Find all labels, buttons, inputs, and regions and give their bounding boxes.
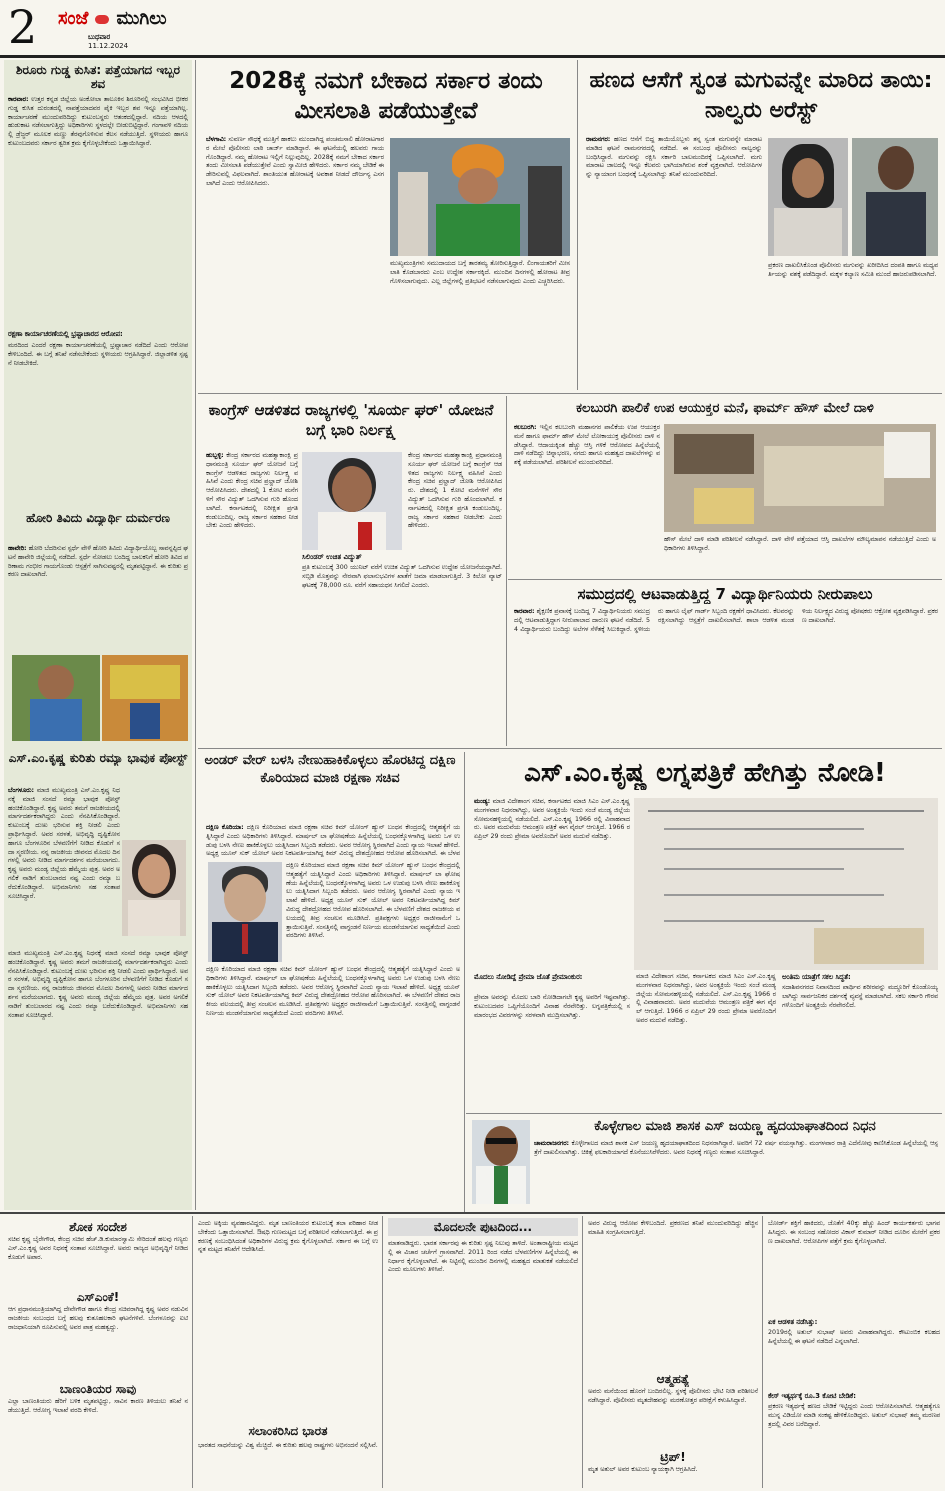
lagna-body3: ಸದಾಶಿವನಗರದ ನಿವಾಸದಿಂದ ಪಾರ್ಥಿವ ಶರೀರವನ್ನು ಮದ್ದೂರಿಗೆ ಕೊಂಡೊಯ್ಯಲಾಗಿದ್ದು ಸಾರ್ವಜನಿಕರ ದರ್ಶನಕ್ಕೆ ವ್ಯವಸ್ಥೆ ಮಾಡಲಾಗಿದೆ. ಸಕಲ ಸರ್ಕಾರಿ ಗೌರವಗಳೊಂದಿಗೆ ಅಂತ್ಯಕ್ರಿಯೆ ನೆರವೇರಲಿದೆ. [782,984,938,1009]
shiroor-body: ಕಾರವಾರ: ಉತ್ತರ ಕನ್ನಡ ಜಿಲ್ಲೆಯ ಅಂಕೋಲಾ ತಾಲೂಕಿನ ಶಿರೂರಿನಲ್ಲಿ ಸಂಭವಿಸಿದ ಭೀಕರ ಗುಡ್ಡ ಕುಸಿತ ದುರಂತದಲ್ಲಿ ನಾಪತ್ತೆಯಾದವರ ಪೈಕಿ ಇಬ್ಬರ ಶವ ಇನ್ನೂ ಪತ್ತೆಯಾಗಿಲ್ಲ. ಕಾರ್ಯಾಚರಣೆ ಮುಂದುವರಿದಿದ್ದು ಕುಟುಂಬಸ್ಥರು ಆತಂಕದಲ್ಲಿದ್ದಾರೆ. ನದಿಯ ಆಳದಲ್ಲಿ ಹುಡುಕಾಟ ನಡೆಸಲಾಗುತ್ತಿದ್ದು ಅಧಿಕಾರಿಗಳು ಸ್ಥಳದಲ್ಲೇ ಬೀಡುಬಿಟ್ಟಿದ್ದಾರೆ. ಗಂಗಾವಳಿ ನದಿಯಲ್ಲಿ ಡ್ರೆಜ್ಜರ್ ಮೂಲಕ ಮಣ್ಣು ತೆರವುಗೊಳಿಸುವ ಕೆಲಸ ನಡೆಯುತ್ತಿದೆ. ಸ್ಥಳೀಯರು ಹಾಗೂ ಕುಟುಂಬದವರು ಸರ್ಕಾರ ತ್ವರಿತ ಕ್ರಮ ಕೈಗೊಳ್ಳಬೇಕೆಂದು ಒತ್ತಾಯಿಸಿದ್ದಾರೆ. [8,96,188,147]
samudra-headline: ಸಮುದ್ರದಲ್ಲಿ ಆಟವಾಡುತ್ತಿದ್ದ 7 ವಿದ್ಯಾರ್ಥಿನಿಯರು ನೀರುಪಾಲು [577,585,873,603]
sarkara-body: ಬೆಳಗಾವಿ: ಸುವರ್ಣ ಸೌಧಕ್ಕೆ ಮುತ್ತಿಗೆ ಹಾಕಲು ಮುಂದಾಗಿದ್ದ ಪಂಚಮಸಾಲಿ ಹೋರಾಟಗಾರರ ಮೇಲೆ ಪೊಲೀಸರು ಲಾಠಿ ಚಾರ್ಜ್ ಮಾಡಿದ್ದಾರೆ. ಈ ಘಟನೆಯಲ್ಲಿ ಹಲವರು ಗಾಯಗೊಂಡಿದ್ದಾರೆ. ನಮ್ಮ ಹೋರಾಟ ಇಲ್ಲಿಗೆ ನಿಲ್ಲುವುದಿಲ್ಲ. 2028ಕ್ಕೆ ನಮಗೆ ಬೇಕಾದ ಸರ್ಕಾರ ತಂದು ಮೀಸಲಾತಿ ಪಡೆಯುತ್ತೇವೆ ಎಂದು ಸ್ವಾಮೀಜಿ ಹೇಳಿದರು. ಸರ್ಕಾರ ನಮ್ಮ ಬೇಡಿಕೆ ಈಡೇರಿಸುವಲ್ಲಿ ವಿಫಲವಾಗಿದೆ. ಶಾಂತಿಯುತ ಹೋರಾಟಕ್ಕೆ ಅವಕಾಶ ನೀಡದೆ ದೌರ್ಜನ್ಯ ಎಸಗಲಾಗಿದೆ ಎಂದು ಆರೋಪಿಸಿದರು. [206,136,384,187]
cont3-body: ಅವರ ವಿರುದ್ಧ ಆರೋಪ ಕೇಳಿಬಂದಿದೆ. ಪ್ರಕರಣದ ತನಿಖೆ ಮುಂದುವರಿದಿದ್ದು ಹೆಚ್ಚಿನ ಮಾಹಿತಿ ಸಂಗ್ರಹಿಸಲಾಗುತ್ತಿದೆ. [588,1220,758,1236]
ramya-body: ಬೆಂಗಳೂರು: ಮಾಜಿ ಮುಖ್ಯಮಂತ್ರಿ ಎಸ್.ಎಂ.ಕೃಷ್ಣ ನಿಧನಕ್ಕೆ ಮಾಜಿ ಸಂಸದೆ ರಮ್ಯಾ ಭಾವುಕ ಪೋಸ್ಟ್ ಹಂಚಿಕೊಂಡಿದ್ದಾರೆ. ಕೃಷ್ಣ ಅವರು ತಮಗೆ ರಾಜಕೀಯದಲ್ಲಿ ಮಾರ್ಗದರ್ಶಕರಾಗಿದ್ದರು ಎಂದು ನೆನಪಿಸಿಕೊಂಡಿದ್ದಾರೆ. ಕುಟುಂಬಕ್ಕೆ ದುಃಖ ಭರಿಸುವ ಶಕ್ತಿ ನೀಡಲಿ ಎಂದು ಪ್ರಾರ್ಥಿಸಿದ್ದಾರೆ. ಅವರ ಸರಳತೆ, ಅಭಿವೃದ್ಧಿ ದೃಷ್ಟಿಕೋನ ಹಾಗೂ ಬೆಂಗಳೂರಿನ ಬೆಳವಣಿಗೆಗೆ ನೀಡಿದ ಕೊಡುಗೆ ಸದಾ ಸ್ಮರಣೀಯ. ನನ್ನ ರಾಜಕೀಯ ಜೀವನದ ಮೊದಲ ದಿನಗಳಲ್ಲಿ ಅವರು ನೀಡಿದ ಮಾರ್ಗದರ್ಶನ ಮರೆಯಲಾಗದು. ಕೃಷ್ಣ ಅವರು ಮಂಡ್ಯ ಜಿಲ್ಲೆಯ ಹೆಮ್ಮೆಯ ಪುತ್ರ. ಅವರ ಅಗಲಿಕೆ ನಾಡಿಗೆ ತುಂಬಲಾರದ ನಷ್ಟ ಎಂದು ರಮ್ಯಾ ಬರೆದುಕೊಂಡಿದ್ದಾರೆ. ಅಭಿಮಾನಿಗಳು ಸಹ ಸಂತಾಪ ಸೂಚಿಸಿದ್ದಾರೆ. [8,787,120,900]
swamiji-photo [390,138,570,256]
accused-woman-photo [768,138,848,256]
cont2-body: ಮಾತನಾಡಿದ್ದರು. ಭಾರತ ಸರ್ಕಾರವು ಈ ಕುರಿತು ಸ್ಪಷ್ಟ ನಿಲುವು ತಾಳಿದೆ. ಅಂತಾರಾಷ್ಟ್ರೀಯ ಮಟ್ಟದಲ್ಲಿ ಈ ವಿಚಾರ ಚರ್ಚೆಗೆ ಗ್ರಾಸವಾಗಿದೆ. 2011 ರಿಂದ ನಡೆದ ಬೆಳವಣಿಗೆಗಳ ಹಿನ್ನೆಲೆಯಲ್ಲಿ ಈ ನಿರ್ಧಾರ ಕೈಗೊಳ್ಳಲಾಗಿದೆ. ಈ ನಿಟ್ಟಿನಲ್ಲಿ ಮುಂದಿನ ದಿನಗಳಲ್ಲಿ ಮಹತ್ವದ ಮಾತುಕತೆ ನಡೆಯಲಿದೆ ಎಂದು ಮೂಲಗಳು ತಿಳಿಸಿವೆ. [388,1240,578,1274]
korea-body-right: ದಕ್ಷಿಣ ಕೊರಿಯಾದ ಮಾಜಿ ರಕ್ಷಣಾ ಸಚಿವ ಕಿಮ್ ಯೋಂಗ್ ಹ್ಯುನ್ ಬಂಧನ ಕೇಂದ್ರದಲ್ಲಿ ಆತ್ಮಹತ್ಯೆಗೆ ಯತ್ನಿಸಿದ್ದಾರೆ ಎಂದು ಅಧಿಕಾರಿಗಳು ತಿಳಿಸಿದ್ದಾರೆ. ಮಾರ್ಷಲ್ ಲಾ ಘೋಷಣೆಯ ಹಿನ್ನೆಲೆಯಲ್ಲಿ ಬಂಧನಕ್ಕೊಳಗಾಗಿದ್ದ ಅವರು ಒಳ ಉಡುಪು ಬಳಸಿ ನೇಣು ಹಾಕಿಕೊಳ್ಳಲು ಯತ್ನಿಸಿದಾಗ ಸಿಬ್ಬಂದಿ ತಡೆದರು. ಅವರ ಆರೋಗ್ಯ ಸ್ಥಿರವಾಗಿದೆ ಎಂದು ನ್ಯಾಯ ಇಲಾಖೆ ಹೇಳಿದೆ. ಅಧ್ಯಕ್ಷ ಯೂನ್ ಸುಕ್ ಯೋಲ್ ಅವರ ನಿಕಟವರ್ತಿಯಾಗಿದ್ದ ಕಿಮ್ ವಿರುದ್ಧ ದೇಶದ್ರೋಹದ ಆರೋಪ ಹೊರಿಸಲಾಗಿದೆ. ಈ ಬೆಳವಣಿಗೆ ದೇಶದ ರಾಜಕೀಯ ವಲಯದಲ್ಲಿ ತೀವ್ರ ಸಂಚಲನ ಮೂಡಿಸಿದೆ. ಪ್ರತಿಪಕ್ಷಗಳು ಅಧ್ಯಕ್ಷರ ರಾಜೀನಾಮೆಗೆ ಒತ್ತಾಯಿಸುತ್ತಿವೆ. ಸಂಸತ್ತಿನಲ್ಲಿ ವಾಗ್ದಂಡನೆ ನಿರ್ಣಯ ಮಂಡನೆಯಾಗುವ ಸಾಧ್ಯತೆಯಿದೆ ಎಂದು ವರದಿಗಳು ತಿಳಿಸಿವೆ. [286,862,460,940]
ramya-headline: ಎಸ್.ಎಂ.ಕೃಷ್ಣ ಕುರಿತು ರಮ್ಯಾ ಭಾವುಕ ಪೋಸ್ಟ್ [8,752,188,765]
solar-headline: ಕಾಂಗ್ರೆಸ್ ಆಡಳಿತದ ರಾಜ್ಯಗಳಲ್ಲಿ 'ಸೂರ್ಯ ಘರ್' ಯೋಜನೆ ಬಗ್ಗೆ ಭಾರಿ ನಿರ್ಲಕ್ಷ್ಯ [208,401,494,439]
solar-body2: ಪ್ರತಿ ಕುಟುಂಬಕ್ಕೆ 300 ಯುನಿಟ್ ವರೆಗೆ ಉಚಿತ ವಿದ್ಯುತ್ ಒದಗಿಸುವ ಉದ್ದೇಶ ಯೋಜನೆಯದ್ದಾಗಿದೆ. ಸಬ್ಸಿಡಿ ಮೊತ್ತವನ್ನು ನೇರವಾಗಿ ಫಲಾನುಭವಿಗಳ ಖಾತೆಗೆ ಜಮಾ ಮಾಡಲಾಗುತ್ತಿದೆ. 3 ಕಿಲೋ ವ್ಯಾಟ್ ಘಟಕಕ್ಕೆ 78,000 ರೂ. ವರೆಗೆ ಸಹಾಯಧನ ಸಿಗಲಿದೆ ಎಂದರು. [302,564,502,589]
maternal-deaths-heading: ಬಾಣಂತಿಯರ ಸಾವು [59,1382,137,1396]
column-rule [382,1216,383,1488]
jayanna-headline: ಕೊಳ್ಳೇಗಾಲ ಮಾಜಿ ಶಾಸಕ ಎಸ್ ಜಯಣ್ಣ ಹೃದಯಾಘಾತದಿಂದ ನಿಧನ [594,1119,876,1134]
suicide-heading: ಆತ್ಮಹತ್ಯೆ [656,1372,690,1386]
column-rule [192,1216,193,1488]
minister-photo [302,452,402,550]
column-rule [464,752,465,1212]
column-rule [762,1216,763,1488]
masthead-rule [0,55,945,58]
korea-minister-photo [208,862,282,962]
section-rule [198,393,942,394]
korea-body-top: ದಕ್ಷಿಣ ಕೊರಿಯಾ: ದಕ್ಷಿಣ ಕೊರಿಯಾದ ಮಾಜಿ ರಕ್ಷಣಾ ಸಚಿವ ಕಿಮ್ ಯೋಂಗ್ ಹ್ಯುನ್ ಬಂಧನ ಕೇಂದ್ರದಲ್ಲಿ ಆತ್ಮಹತ್ಯೆಗೆ ಯತ್ನಿಸಿದ್ದಾರೆ ಎಂದು ಅಧಿಕಾರಿಗಳು ತಿಳಿಸಿದ್ದಾರೆ. ಮಾರ್ಷಲ್ ಲಾ ಘೋಷಣೆಯ ಹಿನ್ನೆಲೆಯಲ್ಲಿ ಬಂಧನಕ್ಕೊಳಗಾಗಿದ್ದ ಅವರು ಒಳ ಉಡುಪು ಬಳಸಿ ನೇಣು ಹಾಕಿಕೊಳ್ಳಲು ಯತ್ನಿಸಿದಾಗ ಸಿಬ್ಬಂದಿ ತಡೆದರು. ಅವರ ಆರೋಗ್ಯ ಸ್ಥಿರವಾಗಿದೆ ಎಂದು ನ್ಯಾಯ ಇಲಾಖೆ ಹೇಳಿದೆ. ಅಧ್ಯಕ್ಷ ಯೂನ್ ಸುಕ್ ಯೋಲ್ ಅವರ ನಿಕಟವರ್ತಿಯಾಗಿದ್ದ ಕಿಮ್ ವಿರುದ್ಧ ದೇಶದ್ರೋಹದ ಆರೋಪ ಹೊರಿಸಲಾಗಿದೆ. ಈ ಬೆಳವ [206,824,460,858]
condolence-heading: ಶೋಕ ಸಂದೇಶ [69,1220,127,1234]
section-rule [198,748,942,749]
issue-day: ಬುಧವಾರ [88,33,111,41]
wedding-card-photo [634,798,938,970]
lagna-body2: ಪ್ರೇಮಾ ಅವರನ್ನು ಮೊದಲ ಬಾರಿ ನೋಡಿದಾಗಲೇ ಕೃಷ್ಣ ಅವರಿಗೆ ಇಷ್ಟವಾಗಿತ್ತು. ಕುಟುಂಬದವರ ಒಪ್ಪಿಗೆಯೊಂದಿಗೆ ವಿವಾಹ ನೆರವೇರಿತ್ತು. ಲಗ್ನಪತ್ರಿಕೆಯಲ್ಲಿ ಸಮಾರಂಭದ ವಿವರಗಳನ್ನು ಸರಳವಾಗಿ ಮುದ್ರಿಸಲಾಗಿತ್ತು. [474,994,630,1019]
column-rule [195,60,196,1210]
lagna-body-col2: ಮಾಜಿ ವಿದೇಶಾಂಗ ಸಚಿವ, ಕರ್ನಾಟಕದ ಮಾಜಿ ಸಿಎಂ ಎಸ್.ಎಂ.ಕೃಷ್ಣ ಮಂಗಳವಾರ ನಿಧನರಾಗಿದ್ದು, ಅವರ ಅಂತ್ಯಕ್ರಿಯೆ ಇಂದು ಸಂಜೆ ಮಂಡ್ಯ ಜಿಲ್ಲೆಯ ಸೋಮನಹಳ್ಳಿಯಲ್ಲಿ ನಡೆಯಲಿದೆ. ಎಸ್.ಎಂ.ಕೃಷ್ಣ 1966 ರಲ್ಲಿ ವಿವಾಹವಾದರು. ಅವರ ಮದುವೆಯ ಆಮಂತ್ರಣ ಪತ್ರಿಕೆ ಈಗ ವೈರಲ್ ಆಗುತ್ತಿದೆ. 1966 ರ ಏಪ್ರಿಲ್ 29 ರಂದು ಪ್ರೇಮಾ ಅವರೊಂದಿಗೆ ಅವರ ಮದುವೆ ನಡೆದಿತ್ತು. [636,973,776,1024]
logo-part1: ಸಂಜೆ [58,8,89,29]
solar-body: ಹುಬ್ಬಳ್ಳಿ: ಕೇಂದ್ರ ಸರ್ಕಾರದ ಮಹತ್ವಾಕಾಂಕ್ಷಿ ಪ್ರಧಾನಮಂತ್ರಿ ಸೂರ್ಯ ಘರ್ ಯೋಜನೆ ಬಗ್ಗೆ ಕಾಂಗ್ರೆಸ್ ಆಡಳಿತದ ರಾಜ್ಯಗಳು ನಿರ್ಲಕ್ಷ್ಯ ವಹಿಸಿವೆ ಎಂದು ಕೇಂದ್ರ ಸಚಿವ ಪ್ರಲ್ಹಾದ್ ಜೋಶಿ ಆರೋಪಿಸಿದರು. ದೇಶದಲ್ಲಿ 1 ಕೋಟಿ ಮನೆಗಳಿಗೆ ಸೌರ ವಿದ್ಯುತ್ ಒದಗಿಸುವ ಗುರಿ ಹೊಂದಲಾಗಿದೆ. ಕರ್ನಾಟಕದಲ್ಲಿ ನಿರೀಕ್ಷಿತ ಪ್ರಗತಿ ಕಂಡುಬಂದಿಲ್ಲ. ರಾಜ್ಯ ಸರ್ಕಾರ ಸಹಕಾರ ನೀಡಬೇಕು ಎಂದು ಹೇಳಿದರು. [206,452,298,530]
cloud-icon [95,15,109,24]
accused-man-photo [852,138,938,256]
shiroor-headline: ಶಿರೂರು ಗುಡ್ಡ ಕುಸಿತ: ಪತ್ತೆಯಾಗದ ಇಬ್ಬರ ಶವ [15,64,181,91]
hori-body: ಹಾವೇರಿ: ಹೋರಿ ಬೆದರಿಸುವ ಸ್ಪರ್ಧೆ ವೇಳೆ ಹೋರಿ ತಿವಿದು ವಿದ್ಯಾರ್ಥಿಯೊಬ್ಬ ಸಾವನ್ನಪ್ಪಿದ ಘಟನೆ ಹಾವೇರಿ ಜಿಲ್ಲೆಯಲ್ಲಿ ನಡೆದಿದೆ. ಸ್ಪರ್ಧೆ ನೋಡಲು ಬಂದಿದ್ದ ಬಾಲಕನಿಗೆ ಹೋರಿ ತಿವಿದ ಪರಿಣಾಮ ಗಂಭೀರ ಗಾಯಗೊಂಡು ಆಸ್ಪತ್ರೆಗೆ ಸಾಗಿಸುವಷ್ಟರಲ್ಲಿ ಮೃತಪಟ್ಟಿದ್ದಾನೆ. ಈ ಕುರಿತು ಪ್ರಕರಣ ದಾಖಲಾಗಿದೆ. [8,545,188,579]
shiroor-subhead: ರಕ್ಷಣಾ ಕಾರ್ಯಾಚರಣೆಯಲ್ಲಿ ಭ್ರಷ್ಟಾಚಾರದ ಆರೋಪ: [8,330,123,338]
ramya-photo [122,840,186,936]
samudra-body: ಕಾರವಾರ: ಶೈಕ್ಷಣಿಕ ಪ್ರವಾಸಕ್ಕೆ ಬಂದಿದ್ದ 7 ವಿದ್ಯಾರ್ಥಿನಿಯರು ಸಮುದ್ರದಲ್ಲಿ ಆಟವಾಡುತ್ತಿದ್ದಾಗ ನೀರುಪಾಲಾದ ದಾರುಣ ಘಟನೆ ನಡೆದಿದೆ. 54 ವಿದ್ಯಾರ್ಥಿಯರು ಬಂದಿದ್ದು ಅಲೆಗಳ ಸೆಳೆತಕ್ಕೆ ಸಿಲುಕಿದ್ದಾರೆ. ಸ್ಥಳೀಯರು ಹಾಗೂ ಲೈಫ್ ಗಾರ್ಡ್ ಸಿಬ್ಬಂದಿ ರಕ್ಷಣೆಗೆ ಧಾವಿಸಿದರು. ಕೆಲವರನ್ನು ರಕ್ಷಿಸಲಾಗಿದ್ದು ಆಸ್ಪತ್ರೆಗೆ ದಾಖಲಿಸಲಾಗಿದೆ. ಶಾಲಾ ಆಡಳಿತ ಮಂಡಳಿಯ ನಿರ್ಲಕ್ಷ್ಯದ ವಿರುದ್ಧ ಪೋಷಕರು ಆಕ್ರೋಶ ವ್ಯಕ್ತಪಡಿಸಿದ್ದಾರೆ. ಪ್ರಕರಣ ದಾಖಲಾಗಿದೆ. [514,608,938,633]
korea-headline: ಅಂಡರ್ ವೇರ್ ಬಳಸಿ ನೇಣುಹಾಕಿಕೊಳ್ಳಲು ಹೊರಟಿದ್ದ ದಕ್ಷಿಣ ಕೊರಿಯಾದ ಮಾಜಿ ರಕ್ಷಣಾ ಸಚಿವ [204,753,456,786]
tayi-headline: ಹಣದ ಆಸೆಗೆ ಸ್ವಂತ ಮಗುವನ್ನೇ ಮಾರಿದ ತಾಯಿ: ನಾಲ್ವರು ಅರೆಸ್ಟ್ [589,68,933,123]
shiroor-body2: ಮರದಿಂದ ಎಂದರೆ ರಕ್ಷಣಾ ಕಾರ್ಯಾಚರಣೆಯಲ್ಲಿ ಭ್ರಷ್ಟಾಚಾರ ನಡೆದಿದೆ ಎಂದು ಆರೋಪ ಕೇಳಿಬಂದಿದೆ. ಈ ಬಗ್ಗೆ ತನಿಖೆ ನಡೆಸಬೇಕೆಂದು ಸ್ಥಳೀಯರು ಆಗ್ರಹಿಸಿದ್ದಾರೆ. ಜಿಲ್ಲಾಡಳಿತ ಸ್ಪಷ್ಟನೆ ನೀಡಬೇಕಿದೆ. [8,342,188,367]
condolence-body: ಸಚಿವ ಕೃಷ್ಣ ಬೈರೇಗೌಡ, ಕೇಂದ್ರ ಸಚಿವ ಹೆಚ್.ಡಿ.ಕುಮಾರಸ್ವಾಮಿ ಸೇರಿದಂತೆ ಹಲವು ಗಣ್ಯರು ಎಸ್.ಎಂ.ಕೃಷ್ಣ ಅವರ ನಿಧನಕ್ಕೆ ಸಂತಾಪ ಸೂಚಿಸಿದ್ದಾರೆ. ಅವರು ರಾಜ್ಯದ ಅಭಿವೃದ್ಧಿಗೆ ನೀಡಿದ ಕೊಡುಗೆ ಅಪಾರ. [8,1236,188,1261]
from-front-page-heading: ಮೊದಲನೇ ಪುಟದಿಂದ... [388,1218,578,1236]
cont4-subhead: ಏಕ ಆಡಳಿತ ನಡೆಸಿತ್ತು: [768,1318,818,1326]
cont4-body3: ಪ್ರಕರಣ ಇತ್ಯರ್ಥಕ್ಕೆ ಹಣದ ಬೇಡಿಕೆ ಇಟ್ಟಿದ್ದರು ಎಂದು ಆರೋಪಿಸಲಾಗಿದೆ. ಆತ್ಮಹತ್ಯೆಗೂ ಮುನ್ನ ವಿಡಿಯೋ ಮಾಡಿ ಸಂಕಷ್ಟ ಹೇಳಿಕೊಂಡಿದ್ದರು. ಅತುಲ್ ಸುಭಾಷ್ ತಮ್ಮ ಮರಣಪತ್ರದಲ್ಲಿ ವಿವರ ಬರೆದಿದ್ದಾರೆ. [768,1403,940,1428]
tayi-body: ರಾಮನಗರ: ಹಣದ ಆಸೆಗೆ ಬಿದ್ದ ತಾಯಿಯೊಬ್ಬಳು ತನ್ನ ಸ್ವಂತ ಮಗುವನ್ನೇ ಮಾರಾಟ ಮಾಡಿದ ಘಟನೆ ರಾಮನಗರದಲ್ಲಿ ನಡೆದಿದೆ. ಈ ಸಂಬಂಧ ಪೊಲೀಸರು ನಾಲ್ವರನ್ನು ಬಂಧಿಸಿದ್ದಾರೆ. ಮಗುವನ್ನು ರಕ್ಷಿಸಿ ಸರ್ಕಾರಿ ಬಾಲಮಂದಿರಕ್ಕೆ ಒಪ್ಪಿಸಲಾಗಿದೆ. ಮಗು ಮಾರಾಟ ಜಾಲದಲ್ಲಿ ಇನ್ನೂ ಕೆಲವರು ಭಾಗಿಯಾಗಿರುವ ಶಂಕೆ ವ್ಯಕ್ತವಾಗಿದೆ. ಆರೋಪಿಗಳನ್ನು ನ್ಯಾಯಾಂಗ ಬಂಧನಕ್ಕೆ ಒಪ್ಪಿಸಲಾಗಿದ್ದು ತನಿಖೆ ಮುಂದುವರಿದಿದೆ. [586,136,762,179]
student-photo [12,655,100,741]
cont4-body: ಬೋರ್ಡ್ ಶಕ್ತಿಗೆ ಹಾಕಿದರು, ಜೊತೆಗೆ 40ಕ್ಕು ಹೆಚ್ಚು ಹಿಂದ್ ಕಾರ್ಯಕರ್ತರು ಭಾಗವಹಿಸಿದ್ದರು. ಈ ಸಂಬಂಧ ಸಹೋದರ ವಿಕಾಸ್ ಕುಮಾರ್ ನೀಡಿದ ದೂರಿನ ಮೇರೆಗೆ ಪ್ರಕರಣ ದಾಖಲಾಗಿದೆ. ಆರೋಪಿಗಳ ಪತ್ತೆಗೆ ಕ್ರಮ ಕೈಗೊಳ್ಳಲಾಗಿದೆ. [768,1220,940,1245]
bottom-section-rule [0,1212,945,1214]
logo-part2: ಮುಗಿಲು [116,8,167,29]
lagna-subhead: ಮೊದಲು ನೋಡಿದ್ದೆ ಪ್ರೇಮಾ ಜೊತೆ ಪ್ರೇಮಾಂಕುರ: [474,973,583,981]
tayi-body2: ಪ್ರಕರಣ ದಾಖಲಿಸಿಕೊಂಡ ಪೊಲೀಸರು ಮಗುವನ್ನು ಖರೀದಿಸಿದ ದಂಪತಿ ಹಾಗೂ ಮಧ್ಯವರ್ತಿಯನ್ನು ವಶಕ್ಕೆ ಪಡೆದಿದ್ದಾರೆ. ಮಕ್ಕಳ ಕಲ್ಯಾಣ ಸಮಿತಿ ಮುಂದೆ ಹಾಜರುಪಡಿಸಲಾಗಿದೆ. [768,262,938,278]
ramya-body-cont: ಮಾಜಿ ಮುಖ್ಯಮಂತ್ರಿ ಎಸ್.ಎಂ.ಕೃಷ್ಣ ನಿಧನಕ್ಕೆ ಮಾಜಿ ಸಂಸದೆ ರಮ್ಯಾ ಭಾವುಕ ಪೋಸ್ಟ್ ಹಂಚಿಕೊಂಡಿದ್ದಾರೆ. ಕೃಷ್ಣ ಅವರು ತಮಗೆ ರಾಜಕೀಯದಲ್ಲಿ ಮಾರ್ಗದರ್ಶಕರಾಗಿದ್ದರು ಎಂದು ನೆನಪಿಸಿಕೊಂಡಿದ್ದಾರೆ. ಕುಟುಂಬಕ್ಕೆ ದುಃಖ ಭರಿಸುವ ಶಕ್ತಿ ನೀಡಲಿ ಎಂದು ಪ್ರಾರ್ಥಿಸಿದ್ದಾರೆ. ಅವರ ಸರಳತೆ, ಅಭಿವೃದ್ಧಿ ದೃಷ್ಟಿಕೋನ ಹಾಗೂ ಬೆಂಗಳೂರಿನ ಬೆಳವಣಿಗೆಗೆ ನೀಡಿದ ಕೊಡುಗೆ ಸದಾ ಸ್ಮರಣೀಯ. ನನ್ನ ರಾಜಕೀಯ ಜೀವನದ ಮೊದಲ ದಿನಗಳಲ್ಲಿ ಅವರು ನೀಡಿದ ಮಾರ್ಗದರ್ಶನ ಮರೆಯಲಾಗದು. ಕೃಷ್ಣ ಅವರು ಮಂಡ್ಯ ಜಿಲ್ಲೆಯ ಹೆಮ್ಮೆಯ ಪುತ್ರ. ಅವರ ಅಗಲಿಕೆ ನಾಡಿಗೆ ತುಂಬಲಾರದ ನಷ್ಟ ಎಂದು ರಮ್ಯಾ ಬರೆದುಕೊಂಡಿದ್ದಾರೆ. ಅಭಿಮಾನಿಗಳು ಸಹ ಸಂತಾಪ ಸೂಚಿಸಿದ್ದಾರೆ. [8,950,188,1019]
smk-body: ಆಗ ಪ್ರಧಾನಮಂತ್ರಿಯಾಗಿದ್ದ ದೇವೇಗೌಡ ಹಾಗೂ ಕೇಂದ್ರ ಸಚಿವರಾಗಿದ್ದ ಕೃಷ್ಣ ಅವರ ನಡುವಿನ ರಾಜಕೀಯ ಸಂಬಂಧದ ಬಗ್ಗೆ ಹಲವು ಕುತೂಹಲಕಾರಿ ಘಟನೆಗಳಿವೆ. ಬೆಂಗಳೂರನ್ನು ಐಟಿ ರಾಜಧಾನಿಯಾಗಿ ರೂಪಿಸುವಲ್ಲಿ ಅವರ ಪಾತ್ರ ಮಹತ್ವದ್ದು. [8,1306,188,1331]
cont4-subhead2: ಕೇಸ್ ಇತ್ಯರ್ಥಕ್ಕೆ ರೂ.3 ಕೋಟಿ ಬೇಡಿಕೆ: [768,1392,856,1400]
cont1-heading: ಸಲಾಂಕರಿಸಿದ ಭಾರತ [248,1424,328,1438]
raid-items-photo [664,424,936,532]
column-rule [577,60,578,390]
solar-subhead: ಸಿಲಿಂಡರ್ ಉಚಿತ ವಿದ್ಯುತ್ [302,553,362,561]
column-rule [506,396,507,746]
korea-body-bottom: ದಕ್ಷಿಣ ಕೊರಿಯಾದ ಮಾಜಿ ರಕ್ಷಣಾ ಸಚಿವ ಕಿಮ್ ಯೋಂಗ್ ಹ್ಯುನ್ ಬಂಧನ ಕೇಂದ್ರದಲ್ಲಿ ಆತ್ಮಹತ್ಯೆಗೆ ಯತ್ನಿಸಿದ್ದಾರೆ ಎಂದು ಅಧಿಕಾರಿಗಳು ತಿಳಿಸಿದ್ದಾರೆ. ಮಾರ್ಷಲ್ ಲಾ ಘೋಷಣೆಯ ಹಿನ್ನೆಲೆಯಲ್ಲಿ ಬಂಧನಕ್ಕೊಳಗಾಗಿದ್ದ ಅವರು ಒಳ ಉಡುಪು ಬಳಸಿ ನೇಣು ಹಾಕಿಕೊಳ್ಳಲು ಯತ್ನಿಸಿದಾಗ ಸಿಬ್ಬಂದಿ ತಡೆದರು. ಅವರ ಆರೋಗ್ಯ ಸ್ಥಿರವಾಗಿದೆ ಎಂದು ನ್ಯಾಯ ಇಲಾಖೆ ಹೇಳಿದೆ. ಅಧ್ಯಕ್ಷ ಯೂನ್ ಸುಕ್ ಯೋಲ್ ಅವರ ನಿಕಟವರ್ತಿಯಾಗಿದ್ದ ಕಿಮ್ ವಿರುದ್ಧ ದೇಶದ್ರೋಹದ ಆರೋಪ ಹೊರಿಸಲಾಗಿದೆ. ಈ ಬೆಳವಣಿಗೆ ದೇಶದ ರಾಜಕೀಯ ವಲಯದಲ್ಲಿ ತೀವ್ರ ಸಂಚಲನ ಮೂಡಿಸಿದೆ. ಪ್ರತಿಪಕ್ಷಗಳು ಅಧ್ಯಕ್ಷರ ರಾಜೀನಾಮೆಗೆ ಒತ್ತಾಯಿಸುತ್ತಿವೆ. ಸಂಸತ್ತಿನಲ್ಲಿ ವಾಗ್ದಂಡನೆ ನಿರ್ಣಯ ಮಂಡನೆಯಾಗುವ ಸಾಧ್ಯತೆಯಿದೆ ಎಂದು ವರದಿಗಳು ತಿಳಿಸಿವೆ. [206,966,460,1017]
cont3-body2: ಅವರು ಮನೆಯಿಂದ ಹೊರಗೆ ಬಂದಿರಲಿಲ್ಲ. ಸ್ಥಳಕ್ಕೆ ಪೊಲೀಸರು ಭೇಟಿ ನೀಡಿ ಪರಿಶೀಲನೆ ನಡೆಸಿದ್ದಾರೆ. ಪೊಲೀಸರು ಮೃತದೇಹವನ್ನು ಮರಣೋತ್ತರ ಪರೀಕ್ಷೆಗೆ ಕಳುಹಿಸಿದ್ದಾರೆ. [588,1388,758,1404]
lagna-headline: ಎಸ್.ಎಂ.ಕೃಷ್ಣ ಲಗ್ನಪತ್ರಿಕೆ ಹೇಗಿತ್ತು ನೋಡಿ! [524,758,886,788]
sarkara-headline: 2028ಕ್ಕೆ ನಮಗೆ ಬೇಕಾದ ಸರ್ಕಾರ ತಂದು ಮೀಸಲಾತಿ ಪಡೆಯುತ್ತೇವೆ [229,68,543,124]
column-rule [582,1216,583,1488]
solar-body-right: ಕೇಂದ್ರ ಸರ್ಕಾರದ ಮಹತ್ವಾಕಾಂಕ್ಷಿ ಪ್ರಧಾನಮಂತ್ರಿ ಸೂರ್ಯ ಘರ್ ಯೋಜನೆ ಬಗ್ಗೆ ಕಾಂಗ್ರೆಸ್ ಆಡಳಿತದ ರಾಜ್ಯಗಳು ನಿರ್ಲಕ್ಷ್ಯ ವಹಿಸಿವೆ ಎಂದು ಕೇಂದ್ರ ಸಚಿವ ಪ್ರಲ್ಹಾದ್ ಜೋಶಿ ಆರೋಪಿಸಿದರು. ದೇಶದಲ್ಲಿ 1 ಕೋಟಿ ಮನೆಗಳಿಗೆ ಸೌರ ವಿದ್ಯುತ್ ಒದಗಿಸುವ ಗುರಿ ಹೊಂದಲಾಗಿದೆ. ಕರ್ನಾಟಕದಲ್ಲಿ ನಿರೀಕ್ಷಿತ ಪ್ರಗತಿ ಕಂಡುಬಂದಿಲ್ಲ. ರಾಜ್ಯ ಸರ್ಕಾರ ಸಹಕಾರ ನೀಡಬೇಕು ಎಂದು ಹೇಳಿದರು. [408,452,502,530]
jayanna-photo [472,1120,530,1204]
kalaburagi-body: ಕಲಬುರಗಿ: ಇಲ್ಲಿನ ಕಲಬುರಗಿ ಮಹಾನಗರ ಪಾಲಿಕೆಯ ಉಪ ಆಯುಕ್ತರ ಮನೆ ಹಾಗೂ ಫಾರ್ಮ್ ಹೌಸ್ ಮೇಲೆ ಲೋಕಾಯುಕ್ತ ಪೊಲೀಸರು ದಾಳಿ ನಡೆಸಿದ್ದಾರೆ. ಆದಾಯಕ್ಕಿಂತ ಹೆಚ್ಚು ಆಸ್ತಿ ಗಳಿಕೆ ಆರೋಪದ ಹಿನ್ನೆಲೆಯಲ್ಲಿ ದಾಳಿ ನಡೆದಿದ್ದು ಚಿನ್ನಾಭರಣ, ನಗದು ಹಾಗೂ ಮಹತ್ವದ ದಾಖಲೆಗಳನ್ನು ವಶಕ್ಕೆ ಪಡೆಯಲಾಗಿದೆ. ಪರಿಶೀಲನೆ ಮುಂದುವರಿದಿದೆ. [514,424,660,467]
jayanna-body: ಚಾಮರಾಜನಗರ: ಕೊಳ್ಳೇಗಾಲದ ಮಾಜಿ ಶಾಸಕ ಎಸ್ ಜಯಣ್ಣ ಹೃದಯಾಘಾತದಿಂದ ನಿಧನರಾಗಿದ್ದಾರೆ. ಅವರಿಗೆ 72 ವರ್ಷ ವಯಸ್ಸಾಗಿತ್ತು. ಮಂಗಳವಾರ ರಾತ್ರಿ ಎದೆನೋವು ಕಾಣಿಸಿಕೊಂಡ ಹಿನ್ನೆಲೆಯಲ್ಲಿ ಆಸ್ಪತ್ರೆಗೆ ದಾಖಲಿಸಲಾಗಿತ್ತು. ಚಿಕಿತ್ಸೆ ಫಲಕಾರಿಯಾಗದೆ ಕೊನೆಯುಸಿರೆಳೆದರು. ಅವರ ನಿಧನಕ್ಕೆ ಗಣ್ಯರು ಸಂತಾಪ ಸೂಚಿಸಿದ್ದಾರೆ. [534,1140,938,1156]
trip-heading: ಟ್ರಿಪ್! [660,1450,686,1464]
cont3-body3: ಮೃತ ಅತುಲ್ ಅವರ ಕುಟುಂಬ ನ್ಯಾಯಕ್ಕಾಗಿ ಆಗ್ರಹಿಸಿದೆ. [588,1466,698,1473]
smk-heading: ಎಸ್‌ಎಂಕೆ! [76,1290,120,1304]
lagna-body: ಮಂಡ್ಯ: ಮಾಜಿ ವಿದೇಶಾಂಗ ಸಚಿವ, ಕರ್ನಾಟಕದ ಮಾಜಿ ಸಿಎಂ ಎಸ್.ಎಂ.ಕೃಷ್ಣ ಮಂಗಳವಾರ ನಿಧನರಾಗಿದ್ದು, ಅವರ ಅಂತ್ಯಕ್ರಿಯೆ ಇಂದು ಸಂಜೆ ಮಂಡ್ಯ ಜಿಲ್ಲೆಯ ಸೋಮನಹಳ್ಳಿಯಲ್ಲಿ ನಡೆಯಲಿದೆ. ಎಸ್.ಎಂ.ಕೃಷ್ಣ 1966 ರಲ್ಲಿ ವಿವಾಹವಾದರು. ಅವರ ಮದುವೆಯ ಆಮಂತ್ರಣ ಪತ್ರಿಕೆ ಈಗ ವೈರಲ್ ಆಗುತ್ತಿದೆ. 1966 ರ ಏಪ್ರಿಲ್ 29 ರಂದು ಪ್ರೇಮಾ ಅವರೊಂದಿಗೆ ಅವರ ಮದುವೆ ನಡೆದಿತ್ತು. [474,798,630,841]
hori-headline: ಹೋರಿ ತಿವಿದು ವಿದ್ಯಾರ್ಥಿ ದುರ್ಮರಣ [26,512,170,525]
bull-race-photo [102,655,188,741]
section-rule [508,579,942,580]
issue-date: 11.12.2024 [88,42,129,50]
section-rule [466,1113,942,1114]
kalaburagi-headline: ಕಲಬುರಗಿ ಪಾಲಿಕೆ ಉಪ ಆಯುಕ್ತರ ಮನೆ, ಫಾರ್ಮ್ ಹೌಸ್ ಮೇಲೆ ದಾಳಿ [576,401,874,416]
lagna-subhead2: ಅಂತಿಮ ಯಾತ್ರೆಗೆ ಸಕಲ ಸಿದ್ಧತೆ: [782,973,851,981]
page-number: 2 [8,4,38,50]
newspaper-logo [58,8,188,34]
sarkara-body2: ಮುಖ್ಯಮಂತ್ರಿಗಳು ಸಮುದಾಯದ ಬಗ್ಗೆ ತಾರತಮ್ಯ ತೋರಿಸುತ್ತಿದ್ದಾರೆ. ಲಿಂಗಾಯತರಿಗೆ ಮೀಸಲಾತಿ ಕೊಡಬಾರದು ಎಂಬ ಉದ್ದೇಶ ಸರ್ಕಾರಕ್ಕಿದೆ. ಮುಂದಿನ ದಿನಗಳಲ್ಲಿ ಹೋರಾಟ ತೀವ್ರಗೊಳಿಸಲಾಗುವುದು. ಎಲ್ಲ ಜಿಲ್ಲೆಗಳಲ್ಲಿ ಪ್ರತಿಭಟನೆ ನಡೆಸಲಾಗುವುದು ಎಂದು ಎಚ್ಚರಿಸಿದರು. [390,260,570,285]
cont4-body2: 2019ರಲ್ಲಿ ಅತುಲ್ ಸುಭಾಷ್ ಅವರು ವಿವಾಹವಾಗಿದ್ದರು. ಕೌಟುಂಬಿಕ ಕಲಹದ ಹಿನ್ನೆಲೆಯಲ್ಲಿ ಈ ಘಟನೆ ನಡೆದಿದೆ ಎನ್ನಲಾಗಿದೆ. [768,1329,940,1345]
maternal-deaths-body: ಎಲ್ಲಾ ಬಾಣಂತಿಯರು ಹೆರಿಗೆ ಬಳಿಕ ಮೃತಪಟ್ಟಿದ್ದು, ಸಾವಿನ ಕಾರಣ ತಿಳಿಯಲು ತನಿಖೆ ನಡೆಯುತ್ತಿದೆ. ಆರೋಗ್ಯ ಇಲಾಖೆ ವರದಿ ಕೇಳಿದೆ. [8,1398,188,1414]
cont1-body: ಎಂದು ಅಕ್ಕಿಯ ವ್ಯವಹಾರವಿದ್ದರು. ಮೃತ ಬಾಣಂತಿಯರ ಕುಟುಂಬಕ್ಕೆ ತಲಾ ಪರಿಹಾರ ನೀಡಬೇಕೆಂದು ಒತ್ತಾಯಿಸಲಾಗಿದೆ. ಔಷಧಿ ಗುಣಮಟ್ಟದ ಬಗ್ಗೆ ಪರಿಶೀಲನೆ ನಡೆಸಲಾಗುತ್ತಿದೆ. ಈ ಪ್ರಕರಣಕ್ಕೆ ಸಂಬಂಧಿಸಿದಂತೆ ಅಧಿಕಾರಿಗಳ ವಿರುದ್ಧ ಕ್ರಮ ಕೈಗೊಳ್ಳಲಾಗಿದೆ. ಸರ್ಕಾರ ಈ ಬಗ್ಗೆ ಉನ್ನತ ಮಟ್ಟದ ತನಿಖೆಗೆ ಆದೇಶಿಸಿದೆ. [198,1220,378,1254]
kalaburagi-body2: ಹೌಸ್ ಮೇಲೆ ದಾಳಿ ಮಾಡಿ ಪರಿಶೀಲನೆ ನಡೆಸಿದ್ದಾರೆ. ದಾಳಿ ವೇಳೆ ಪತ್ತೆಯಾದ ಆಸ್ತಿ ದಾಖಲೆಗಳ ಮೌಲ್ಯಮಾಪನ ನಡೆಯುತ್ತಿದೆ ಎಂದು ಅಧಿಕಾರಿಗಳು ತಿಳಿಸಿದ್ದಾರೆ. [664,536,936,552]
cont1-body2: ಭಾರತದ ಸಾಧನೆಯನ್ನು ವಿಶ್ವ ಮೆಚ್ಚಿದೆ. ಈ ಕುರಿತು ಹಲವು ರಾಷ್ಟ್ರಗಳು ಅಭಿನಂದನೆ ಸಲ್ಲಿಸಿವೆ. [198,1442,378,1449]
